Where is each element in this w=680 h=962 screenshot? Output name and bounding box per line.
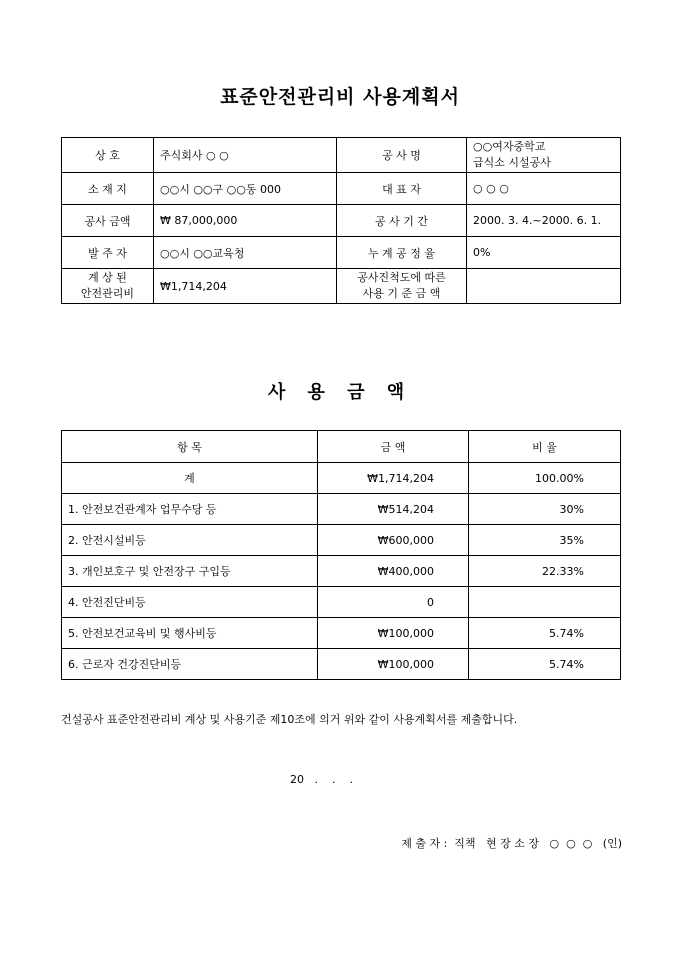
usage-row	[62, 494, 621, 525]
usage-row	[62, 556, 621, 587]
total-ratio: 100.00%	[469, 463, 621, 494]
usage-row	[62, 649, 621, 680]
info-row-company	[62, 138, 621, 173]
usage-ratio: 30%	[469, 494, 621, 525]
representative-value: ○ ○ ○	[467, 173, 621, 205]
client-label: 발 주 자	[62, 237, 154, 269]
safety-fee-value: ₩1,714,204	[154, 269, 337, 304]
usage-amount: ₩400,000	[318, 556, 469, 587]
project-value	[467, 138, 621, 173]
usage-amount: ₩100,000	[318, 649, 469, 680]
safety-fee-label-line-1: 계 상 된	[88, 271, 127, 284]
document-title: 표준안전관리비 사용계획서	[220, 86, 460, 108]
item-header: 항 목	[62, 431, 318, 463]
info-row-client	[62, 237, 621, 269]
usage-ratio: 22.33%	[469, 556, 621, 587]
usage-item: 4. 안전진단비등	[62, 587, 318, 618]
submission-date: 20 . . .	[290, 773, 353, 786]
info-row-amount	[62, 205, 621, 237]
standard-amount-label-line-1: 공사진척도에 따른	[357, 271, 446, 284]
total-amount: ₩1,714,204	[318, 463, 469, 494]
standard-amount-label-line-2: 사용 기 준 금 액	[362, 287, 441, 300]
usage-ratio: 5.74%	[469, 618, 621, 649]
safety-fee-label	[62, 269, 154, 304]
period-label: 공 사 기 간	[337, 205, 467, 237]
usage-amount-table	[61, 430, 621, 680]
usage-item: 6. 근로자 건강진단비등	[62, 649, 318, 680]
usage-ratio: 5.74%	[469, 649, 621, 680]
location-value: ○○시 ○○구 ○○동 000	[154, 173, 337, 205]
usage-total-row	[62, 463, 621, 494]
progress-label: 누 계 공 정 율	[337, 237, 467, 269]
usage-amount: ₩600,000	[318, 525, 469, 556]
period-value: 2000. 3. 4.~2000. 6. 1.	[467, 205, 621, 237]
usage-row	[62, 525, 621, 556]
info-row-safety-fee	[62, 269, 621, 304]
representative-label: 대 표 자	[337, 173, 467, 205]
amount-label: 공사 금액	[62, 205, 154, 237]
project-info-table	[61, 137, 621, 304]
amount-header: 금 액	[318, 431, 469, 463]
ratio-header: 비 율	[469, 431, 621, 463]
project-label: 공 사 명	[337, 138, 467, 173]
submission-statement: 건설공사 표준안전관리비 계상 및 사용기준 제10조에 의거 위와 같이 사용계획서를 제출합니다.	[61, 713, 518, 726]
usage-header-row	[62, 431, 621, 463]
info-row-location	[62, 173, 621, 205]
usage-item: 3. 개인보호구 및 안전장구 구입등	[62, 556, 318, 587]
usage-item: 5. 안전보건교육비 및 행사비등	[62, 618, 318, 649]
submitter-line: 제 출 자 : 직책 현 장 소 장 ○ ○ ○ (인)	[401, 837, 622, 850]
usage-section-title: 사 용 금 액	[267, 382, 413, 403]
usage-ratio	[469, 587, 621, 618]
total-item: 계	[62, 463, 318, 494]
company-value: 주식회사 ○ ○	[154, 138, 337, 173]
usage-row	[62, 587, 621, 618]
progress-value: 0%	[467, 237, 621, 269]
usage-item: 1. 안전보건관계자 업무수당 등	[62, 494, 318, 525]
usage-row	[62, 618, 621, 649]
usage-ratio: 35%	[469, 525, 621, 556]
standard-amount-label	[337, 269, 467, 304]
usage-item: 2. 안전시설비등	[62, 525, 318, 556]
project-value-line-1: ○○여자중학교	[473, 140, 546, 153]
company-label: 상 호	[62, 138, 154, 173]
project-value-line-2: 급식소 시설공사	[473, 156, 551, 169]
standard-amount-value	[467, 269, 621, 304]
location-label: 소 재 지	[62, 173, 154, 205]
usage-amount: ₩100,000	[318, 618, 469, 649]
usage-amount: 0	[318, 587, 469, 618]
usage-amount: ₩514,204	[318, 494, 469, 525]
amount-value: ₩ 87,000,000	[154, 205, 337, 237]
client-value: ○○시 ○○교육청	[154, 237, 337, 269]
safety-fee-label-line-2: 안전관리비	[80, 287, 135, 300]
